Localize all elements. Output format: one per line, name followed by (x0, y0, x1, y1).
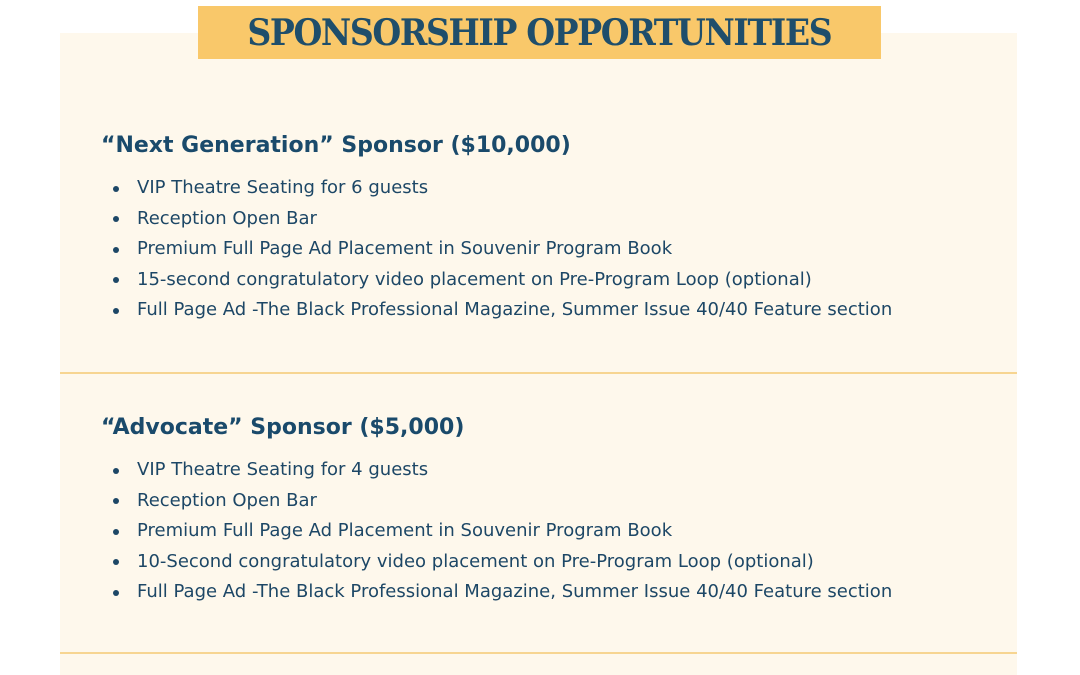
page-title: SPONSORSHIP OPPORTUNITIES (247, 11, 832, 54)
list-item (101, 516, 1001, 547)
bullet-icon (113, 529, 119, 535)
benefit-text: Reception Open Bar (137, 207, 317, 229)
bullet-icon (113, 590, 119, 596)
list-item (101, 455, 1001, 486)
benefit-text: Reception Open Bar (137, 489, 317, 511)
sponsor-tier-next-generation (101, 131, 1001, 326)
benefit-text: 10-Second congratulatory video placement on Pre-Program Loop (optional) (137, 550, 814, 572)
section-heading: “Advocate” Sponsor ($5,000) (101, 415, 465, 440)
benefit-text: Premium Full Page Ad Placement in Souvenir Program Book (137, 520, 673, 542)
bullet-icon (113, 277, 119, 283)
bullet-icon (113, 468, 119, 474)
bullet-icon (113, 186, 119, 192)
benefit-text: VIP Theatre Seating for 4 guests (137, 459, 429, 480)
section-divider (60, 372, 1017, 374)
bullet-icon (113, 498, 119, 504)
list-item (101, 234, 1001, 265)
list-item (101, 204, 1001, 235)
bullet-icon (113, 216, 119, 222)
list-item (101, 486, 1001, 517)
section-divider (60, 652, 1017, 654)
list-item (101, 173, 1001, 204)
list-item (101, 577, 1001, 608)
list-item (101, 265, 1001, 296)
benefit-list (101, 455, 1001, 608)
section-heading: “Next Generation” Sponsor ($10,000) (101, 133, 571, 158)
benefit-text: VIP Theatre Seating for 6 guests (137, 177, 429, 198)
benefit-text: Full Page Ad -The Black Professional Magazine, Summer Issue 40/40 Feature section (137, 299, 893, 321)
benefit-list (101, 173, 1001, 326)
bullet-icon (113, 247, 119, 253)
benefit-text: Premium Full Page Ad Placement in Souvenir Program Book (137, 238, 673, 260)
list-item (101, 295, 1001, 326)
benefit-text: Full Page Ad -The Black Professional Magazine, Summer Issue 40/40 Feature section (137, 581, 893, 603)
list-item (101, 547, 1001, 578)
benefit-text: 15-second congratulatory video placement on Pre-Program Loop (optional) (137, 268, 812, 290)
bullet-icon (113, 308, 119, 314)
bullet-icon (113, 559, 119, 565)
sponsor-tier-advocate (101, 413, 1001, 608)
title-banner (198, 6, 881, 59)
